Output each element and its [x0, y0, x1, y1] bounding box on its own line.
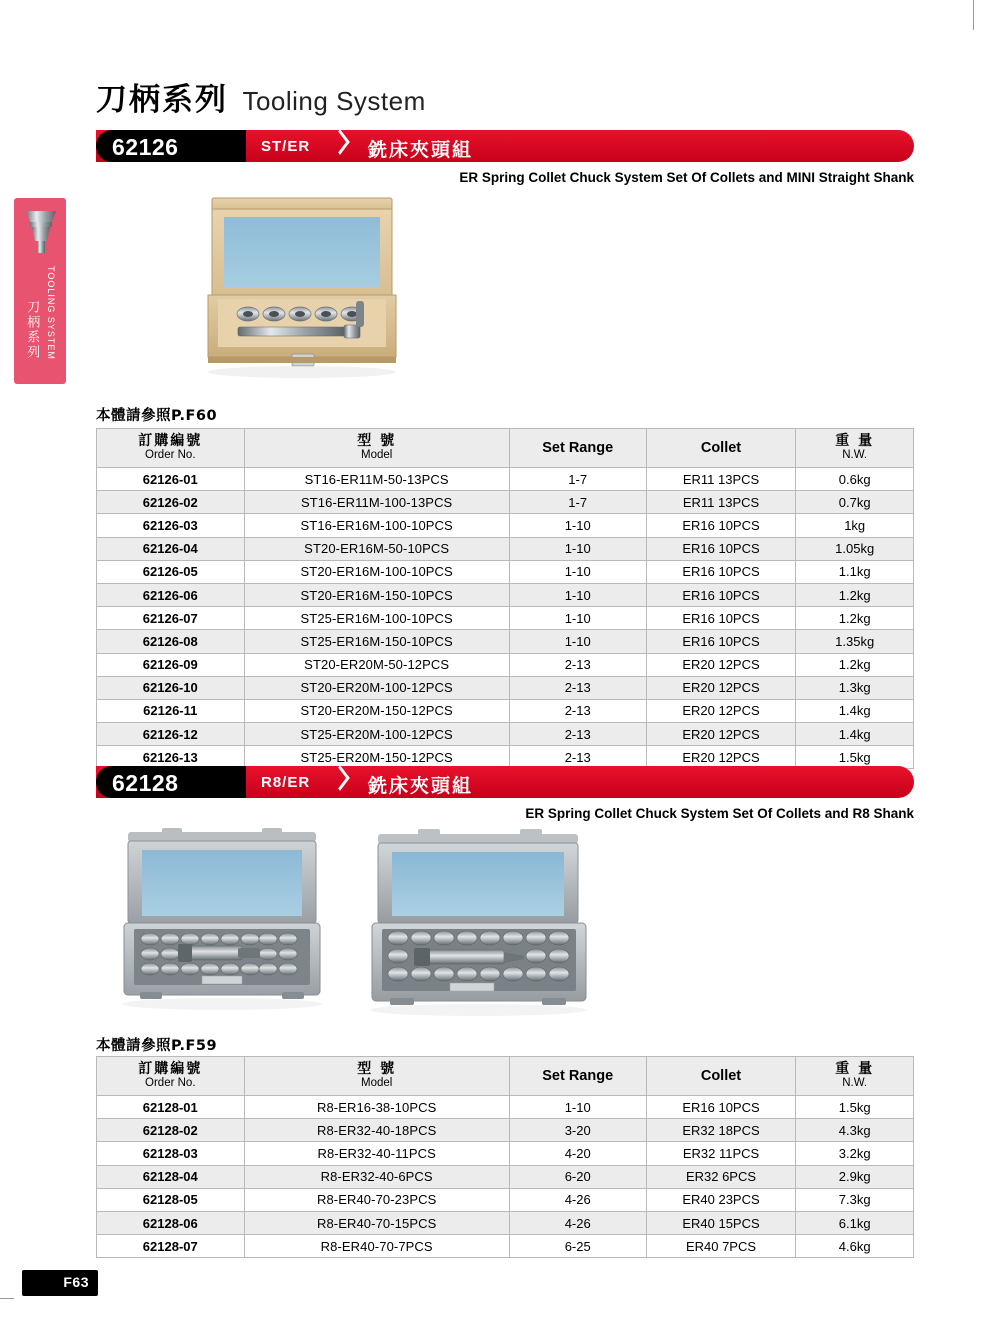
cell-set-range: 4-26 [509, 1211, 646, 1234]
cell-weight: 1.2kg [796, 583, 914, 606]
cell-model: R8-ER32-40-18PCS [244, 1119, 509, 1142]
col-weight [796, 1057, 914, 1096]
col-model [244, 429, 509, 468]
chevron-right-icon [332, 130, 358, 162]
body-reference-note-62126: 本體請參照P.F60 [96, 408, 218, 424]
cell-collet: ER16 10PCS [646, 560, 796, 583]
section-name-cn: 銑床夾頭組 [368, 139, 474, 161]
cell-model: ST20-ER16M-50-10PCS [244, 537, 509, 560]
cell-order-no: 62126-09 [97, 653, 245, 676]
cell-collet: ER20 12PCS [646, 699, 796, 722]
cell-model: ST25-ER20M-100-12PCS [244, 723, 509, 746]
cell-weight: 0.6kg [796, 468, 914, 491]
side-tab [14, 198, 66, 384]
table-row [97, 630, 914, 653]
cell-weight: 4.6kg [796, 1235, 914, 1258]
col-model-en: Model [361, 449, 393, 462]
cell-order-no: 62126-13 [97, 746, 245, 769]
section-name-cn: 銑床夾頭組 [368, 775, 474, 797]
table-row [97, 560, 914, 583]
cell-weight: 1.05kg [796, 537, 914, 560]
cell-order-no: 62128-01 [97, 1096, 245, 1119]
cell-collet: ER40 23PCS [646, 1188, 796, 1211]
col-collet: Collet [646, 429, 796, 468]
cell-set-range: 1-7 [509, 468, 646, 491]
cell-model: ST25-ER16M-100-10PCS [244, 607, 509, 630]
cell-model: R8-ER40-70-15PCS [244, 1211, 509, 1234]
cell-collet: ER11 13PCS [646, 491, 796, 514]
cell-set-range: 2-13 [509, 746, 646, 769]
side-tab-label-en: TOOLING SYSTEM [45, 266, 56, 360]
col-model-en: Model [361, 1077, 393, 1090]
col-weight-en: N.W. [842, 1077, 868, 1090]
product-photo-62128-left [118, 826, 334, 1016]
cell-order-no: 62126-05 [97, 560, 245, 583]
cell-weight: 1.2kg [796, 653, 914, 676]
cell-weight: 1.2kg [796, 607, 914, 630]
cell-weight: 1.4kg [796, 723, 914, 746]
cell-weight: 1kg [796, 514, 914, 537]
page-title-en: Tooling System [242, 86, 426, 116]
footer-page-tab [22, 1270, 98, 1296]
table-row [97, 583, 914, 606]
table-row [97, 491, 914, 514]
table-row [97, 1165, 914, 1188]
table-row [97, 537, 914, 560]
cell-model: R8-ER40-70-7PCS [244, 1235, 509, 1258]
cell-order-no: 62126-01 [97, 468, 245, 491]
cell-order-no: 62126-03 [97, 514, 245, 537]
col-set-range: Set Range [509, 1057, 646, 1096]
cell-set-range: 2-13 [509, 699, 646, 722]
cell-set-range: 6-25 [509, 1235, 646, 1258]
cell-collet: ER32 11PCS [646, 1142, 796, 1165]
cell-set-range: 1-10 [509, 560, 646, 583]
section-kind: R8/ER [261, 774, 311, 791]
cell-model: ST20-ER20M-100-12PCS [244, 676, 509, 699]
cell-collet: ER16 10PCS [646, 607, 796, 630]
cell-set-range: 3-20 [509, 1119, 646, 1142]
col-order-no-cn: 訂購編號 [138, 1061, 203, 1078]
cell-set-range: 1-10 [509, 630, 646, 653]
crop-mark-bottom-left [0, 1298, 14, 1299]
cell-set-range: 6-20 [509, 1165, 646, 1188]
product-photo-62128-right [366, 826, 596, 1022]
section-code: 62128 [112, 770, 179, 796]
section-banner-62126 [96, 130, 914, 162]
cell-collet: ER11 13PCS [646, 468, 796, 491]
tool-holder-icon [22, 208, 60, 256]
cell-weight: 1.35kg [796, 630, 914, 653]
col-weight-en: N.W. [842, 449, 868, 462]
cell-model: R8-ER32-40-11PCS [244, 1142, 509, 1165]
cell-order-no: 62126-04 [97, 537, 245, 560]
col-model-cn: 型 號 [357, 433, 397, 450]
cell-model: R8-ER16-38-10PCS [244, 1096, 509, 1119]
cell-order-no: 62128-02 [97, 1119, 245, 1142]
table-row [97, 1119, 914, 1142]
cell-order-no: 62126-12 [97, 723, 245, 746]
cell-order-no: 62128-06 [97, 1211, 245, 1234]
cell-set-range: 1-7 [509, 491, 646, 514]
table-row [97, 699, 914, 722]
col-weight-cn: 重 量 [835, 433, 875, 450]
cell-collet: ER40 15PCS [646, 1211, 796, 1234]
cell-weight: 1.5kg [796, 746, 914, 769]
col-order-no-en: Order No. [145, 449, 196, 462]
cell-weight: 1.3kg [796, 676, 914, 699]
cell-model: ST16-ER16M-100-10PCS [244, 514, 509, 537]
col-order-no-cn: 訂購編號 [138, 433, 203, 450]
section-code: 62126 [112, 134, 179, 160]
table-row [97, 1235, 914, 1258]
col-order-no-en: Order No. [145, 1077, 196, 1090]
cell-collet: ER20 12PCS [646, 653, 796, 676]
col-weight-cn: 重 量 [835, 1061, 875, 1078]
table-row [97, 676, 914, 699]
col-model [244, 1057, 509, 1096]
cell-weight: 0.7kg [796, 491, 914, 514]
cell-collet: ER20 12PCS [646, 723, 796, 746]
col-weight [796, 429, 914, 468]
cell-set-range: 2-13 [509, 723, 646, 746]
cell-model: R8-ER32-40-6PCS [244, 1165, 509, 1188]
col-set-range: Set Range [509, 429, 646, 468]
cell-model: ST20-ER16M-100-10PCS [244, 560, 509, 583]
cell-set-range: 4-20 [509, 1142, 646, 1165]
cell-order-no: 62128-05 [97, 1188, 245, 1211]
cell-weight: 2.9kg [796, 1165, 914, 1188]
col-collet: Collet [646, 1057, 796, 1096]
cell-order-no: 62126-06 [97, 583, 245, 606]
cell-collet: ER32 18PCS [646, 1119, 796, 1142]
table-row [97, 1188, 914, 1211]
cell-weight: 6.1kg [796, 1211, 914, 1234]
cell-order-no: 62128-07 [97, 1235, 245, 1258]
cell-collet: ER32 6PCS [646, 1165, 796, 1188]
table-body-62126 [97, 468, 914, 769]
cell-weight: 1.4kg [796, 699, 914, 722]
side-tab-text [14, 264, 66, 364]
cell-order-no: 62126-10 [97, 676, 245, 699]
cell-collet: ER20 12PCS [646, 676, 796, 699]
cell-weight: 1.5kg [796, 1096, 914, 1119]
cell-model: ST25-ER16M-150-10PCS [244, 630, 509, 653]
page-number: F63 [63, 1274, 89, 1290]
table-row [97, 514, 914, 537]
table-body-62128 [97, 1096, 914, 1258]
spec-table-62126 [96, 428, 914, 769]
cell-set-range: 2-13 [509, 653, 646, 676]
section-banner-62128 [96, 766, 914, 798]
table-row [97, 1211, 914, 1234]
cell-model: ST16-ER11M-50-13PCS [244, 468, 509, 491]
cell-model: ST20-ER16M-150-10PCS [244, 583, 509, 606]
cell-model: ST20-ER20M-150-12PCS [244, 699, 509, 722]
cell-collet: ER16 10PCS [646, 1096, 796, 1119]
cell-model: ST20-ER20M-50-12PCS [244, 653, 509, 676]
section-subtitle-62126: ER Spring Collet Chuck System Set Of Collets and MINI Straight Shank [459, 170, 914, 185]
cell-collet: ER16 10PCS [646, 630, 796, 653]
cell-collet: ER16 10PCS [646, 583, 796, 606]
cell-set-range: 1-10 [509, 514, 646, 537]
col-order-no [97, 1057, 245, 1096]
cell-set-range: 1-10 [509, 583, 646, 606]
col-order-no [97, 429, 245, 468]
cell-model: ST25-ER20M-150-12PCS [244, 746, 509, 769]
table-row [97, 1142, 914, 1165]
table-row [97, 607, 914, 630]
col-model-cn: 型 號 [357, 1061, 397, 1078]
cell-weight: 1.1kg [796, 560, 914, 583]
cell-set-range: 1-10 [509, 607, 646, 630]
product-photo-62126 [204, 196, 400, 386]
page-title-cn: 刀柄系列 [96, 82, 228, 118]
side-tab-label-cn: 刀柄系列 [25, 299, 41, 360]
cell-collet: ER16 10PCS [646, 537, 796, 560]
section-subtitle-62128: ER Spring Collet Chuck System Set Of Collets and R8 Shank [525, 806, 914, 821]
cell-order-no: 62126-11 [97, 699, 245, 722]
table-row [97, 653, 914, 676]
spec-table-62128 [96, 1056, 914, 1258]
table-row [97, 723, 914, 746]
cell-order-no: 62128-03 [97, 1142, 245, 1165]
table-header-row [97, 1057, 914, 1096]
cell-set-range: 1-10 [509, 537, 646, 560]
cell-collet: ER16 10PCS [646, 514, 796, 537]
body-reference-note-62128: 本體請參照P.F59 [96, 1038, 218, 1054]
table-row [97, 1096, 914, 1119]
cell-order-no: 62126-08 [97, 630, 245, 653]
cell-weight: 4.3kg [796, 1119, 914, 1142]
table-row [97, 468, 914, 491]
page-title [96, 74, 426, 119]
cell-order-no: 62126-07 [97, 607, 245, 630]
cell-model: ST16-ER11M-100-13PCS [244, 491, 509, 514]
cell-order-no: 62128-04 [97, 1165, 245, 1188]
table-header-row [97, 429, 914, 468]
cell-collet: ER40 7PCS [646, 1235, 796, 1258]
cell-collet: ER20 12PCS [646, 746, 796, 769]
section-kind: ST/ER [261, 138, 311, 155]
cell-weight: 7.3kg [796, 1188, 914, 1211]
cell-set-range: 4-26 [509, 1188, 646, 1211]
chevron-right-icon [332, 766, 358, 798]
cell-weight: 3.2kg [796, 1142, 914, 1165]
crop-mark-top-right [973, 0, 974, 30]
cell-model: R8-ER40-70-23PCS [244, 1188, 509, 1211]
cell-order-no: 62126-02 [97, 491, 245, 514]
cell-set-range: 2-13 [509, 676, 646, 699]
cell-set-range: 1-10 [509, 1096, 646, 1119]
